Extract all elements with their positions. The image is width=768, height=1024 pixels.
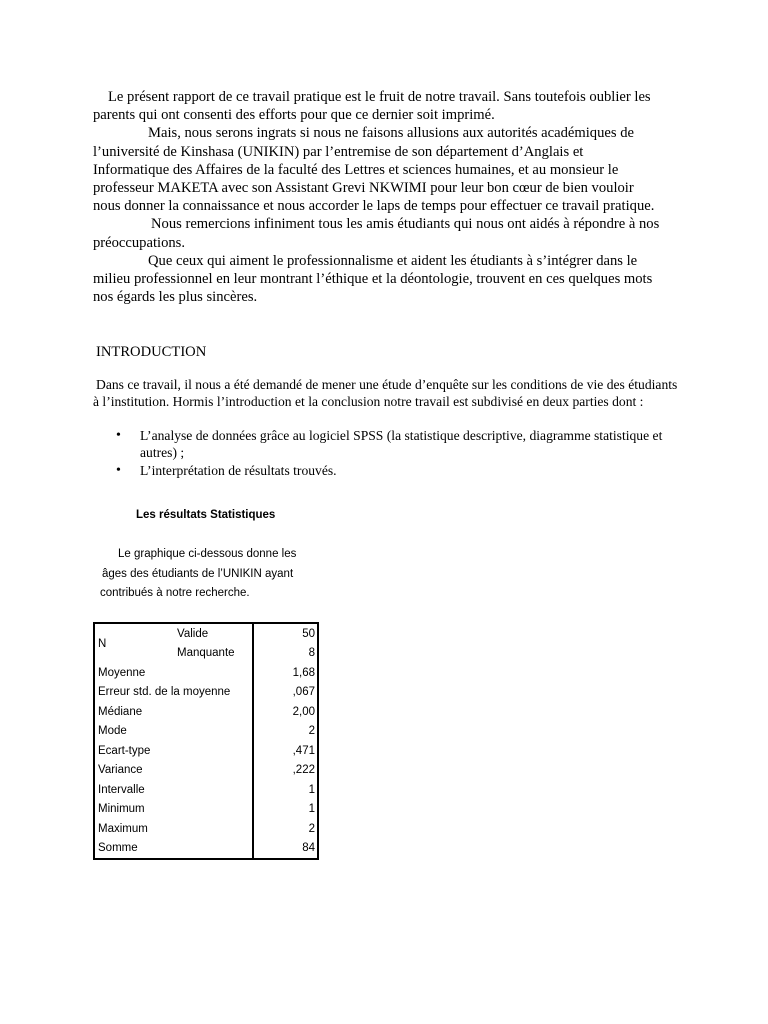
table-row: [94, 819, 318, 839]
row-label: Intervalle: [98, 783, 145, 796]
row-label: Mode: [98, 725, 127, 738]
valide-value: 50: [253, 623, 318, 644]
table-row: [94, 722, 318, 742]
ack-paragraph-3: Nous remercions infiniment tous les amis étudiants qui nous ont aidés à répondre à nos préoccupations.: [93, 216, 660, 251]
row-label: Ecart-type: [98, 744, 151, 757]
row-value: ,471: [253, 741, 318, 761]
row-label: Erreur std. de la moyenne: [98, 686, 231, 699]
introduction-heading: INTRODUCTION: [96, 344, 207, 360]
list-item: • L’interprétation de résultats trouvés.: [93, 463, 663, 480]
row-value: 84: [253, 839, 318, 860]
row-value: ,067: [253, 683, 318, 703]
ack-paragraph-1: Le présent rapport de ce travail pratique est le fruit de notre travail. Sans toutefois oublier les parents qui ont consenti des efforts pour que ce dernier soit imprimé.: [93, 89, 651, 124]
acknowledgement-text: [93, 88, 663, 306]
row-label: Minimum: [98, 803, 145, 816]
row-label: Moyenne: [98, 666, 146, 679]
row-value: 1,68: [253, 663, 318, 683]
ack-paragraph-4: Que ceux qui aiment le professionnalisme et aident les étudiants à s’intégrer dans le milieu professionnel en leur montrant l’éthique et la déontologie, trouvent en ces quelques mots nos égards les plus sincères.: [93, 252, 653, 306]
table-row: [94, 663, 318, 683]
stats-description: Le graphique ci-dessous donne les âges des étudiants de l’UNIKIN ayant contribués à notre recherche.: [100, 548, 297, 600]
stats-section-title: Les résultats Statistiques: [136, 509, 276, 521]
row-value: 1: [253, 780, 318, 800]
table-row: [94, 683, 318, 703]
row-label: Médiane: [98, 705, 143, 718]
list-item: • L’analyse de données grâce au logiciel SPSS (la statistique descriptive, diagramme statistique et autres) ;: [93, 428, 663, 461]
row-value: 2: [253, 722, 318, 742]
row-label: Somme: [98, 842, 138, 855]
row-value: 2: [253, 819, 318, 839]
row-value: 2,00: [253, 702, 318, 722]
table-row: [94, 800, 318, 820]
table-row: [94, 741, 318, 761]
row-label: Variance: [98, 764, 143, 777]
valide-label: Valide: [177, 627, 209, 640]
table-row: [94, 839, 318, 860]
manquante-value: 8: [253, 644, 318, 664]
introduction-bullet-list: [93, 428, 663, 482]
table-row: [94, 761, 318, 781]
n-label: N: [98, 637, 107, 650]
table-row: [94, 623, 318, 644]
manquante-label: Manquante: [177, 647, 235, 660]
row-label: Maximum: [98, 822, 148, 835]
table-row: [94, 702, 318, 722]
statistics-table: [93, 622, 319, 860]
table-row: [94, 780, 318, 800]
row-value: ,222: [253, 761, 318, 781]
ack-paragraph-2: Mais, nous serons ingrats si nous ne faisons allusions aux autorités académiques de l’université de Kinshasa (UNIKIN) par l’entremise de son département d’Anglais et Informatique des Affaires de la faculté des Lettres et sciences humaines, et au monsieur le professeur MAKETA avec son Assistant Grevi NKWIMI pour leur bon cœur de bien vouloir nous donner la connaissance et nous accorder le laps de temps pour effectuer ce travail pratique.: [93, 125, 655, 215]
introduction-body: Dans ce travail, il nous a été demandé de mener une étude d’enquête sur les conditions de vie des étudiants à l’institution. Hormis l’introduction et la conclusion notre travail est subdivisé en deux parties dont :: [93, 377, 678, 409]
row-value: 1: [253, 800, 318, 820]
